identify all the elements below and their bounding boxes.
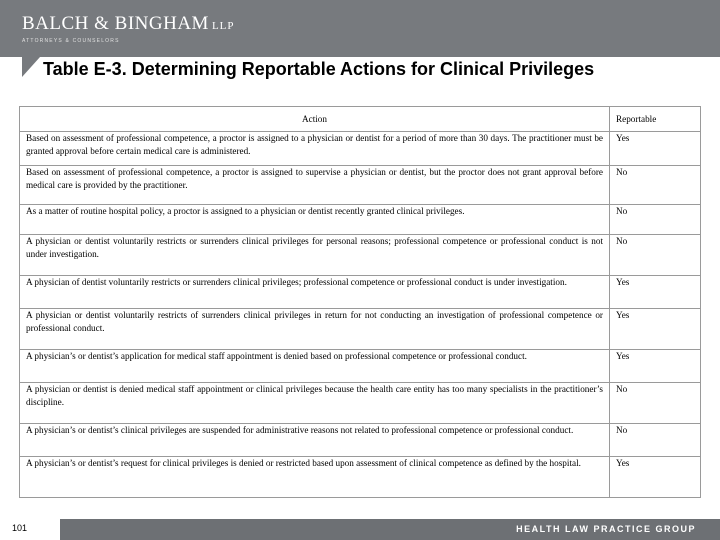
action-cell: Based on assessment of professional competence, a proctor is assigned to supervise a physician or dentist, but the proctor does not grant approval before medical care is provided by the practitioner. [20,166,610,205]
action-cell: Based on assessment of professional competence, a proctor is assigned to a physician or dentist for a period of more than 30 days. The practitioner must be granted approval before certain medical care is administered. [20,132,610,166]
header-reportable: Reportable [610,107,701,132]
reportable-cell: No [610,424,701,457]
reportable-cell: Yes [610,132,701,166]
table-row [20,309,701,350]
header-bar [0,0,720,57]
firm-tagline: ATTORNEYS & COUNSELORS [22,38,120,44]
table-row [20,457,701,498]
table-row [20,132,701,166]
reportable-cell: Yes [610,350,701,383]
table-row [20,424,701,457]
reportable-cell: No [610,205,701,235]
page-title: Table E-3. Determining Reportable Actions for Clinical Privileges [43,59,595,79]
reportable-cell: Yes [610,309,701,350]
reportable-cell: Yes [610,276,701,309]
action-cell: A physician’s or dentist’s clinical privileges are suspended for administrative reasons not related to professional competence or professional conduct. [20,424,610,457]
firm-suffix: LLP [211,20,235,32]
footer-practice-group: HEALTH LAW PRACTICE GROUP [516,524,696,534]
header-action: Action [20,107,610,132]
reportable-actions-table [19,106,701,498]
action-cell: A physician of dentist voluntarily restricts or surrenders clinical privileges; professional competence or professional conduct is under investigation. [20,276,610,309]
action-cell: A physician or dentist is denied medical staff appointment or clinical privileges because the health care entity has too many specialists in the practitioner’s discipline. [20,383,610,424]
reportable-cell: No [610,383,701,424]
action-cell: As a matter of routine hospital policy, a proctor is assigned to a physician or dentist recently granted clinical privileges. [20,205,610,235]
table-row [20,235,701,276]
page-number: 101 [12,523,28,533]
footer-page-area [0,519,60,540]
firm-name: BALCH & BINGHAM [22,13,209,34]
action-cell: A physician’s or dentist’s request for clinical privileges is denied or restricted based upon assessment of clinical competence as defined by the hospital. [20,457,610,498]
reportable-cell: No [610,235,701,276]
table-header-row [20,107,701,132]
table-row [20,276,701,309]
reportable-cell: Yes [610,457,701,498]
action-cell: A physician’s or dentist’s application for medical staff appointment is denied based on professional competence or professional conduct. [20,350,610,383]
firm-logo [22,14,235,44]
reportable-cell: No [610,166,701,205]
table-row [20,166,701,205]
action-cell: A physician or dentist voluntarily restricts of surrenders clinical privileges in return for not conducting an investigation of professional competence or professional conduct. [20,309,610,350]
title-accent [22,57,40,77]
table-row [20,350,701,383]
table-row [20,383,701,424]
table-row [20,205,701,235]
action-cell: A physician or dentist voluntarily restricts or surrenders clinical privileges for personal reasons; professional competence or professional conduct is not under investigation. [20,235,610,276]
